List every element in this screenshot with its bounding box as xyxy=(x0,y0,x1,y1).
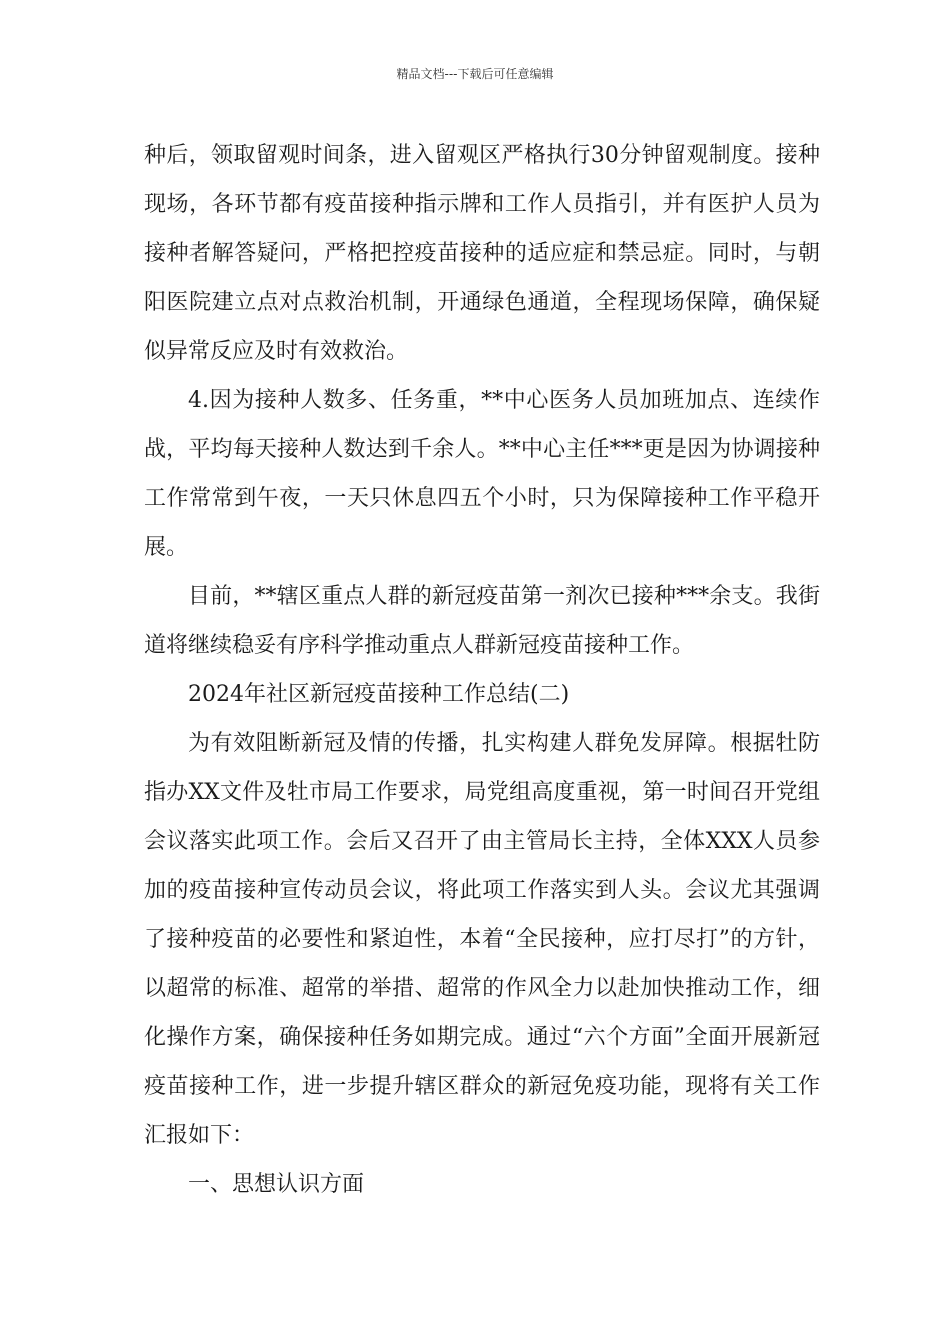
section-title: 2024年社区新冠疫苗接种工作总结(二) xyxy=(188,682,570,707)
paragraph-continuation: 种后，领取留观时间条，进入留观区严格执行30分钟留观制度。接种现场，各环节都有疫苗接种指示牌和工作人员指引，并有医护人员为接种者解答疑问，严格把控疫苗接种的适应症和禁忌症。同时，与朝阳医院建立点对点救治机制，开通绿色通道，全程现场保障，确保疑似异常反应及时有效救治。 xyxy=(144,143,820,364)
document-body xyxy=(144,131,820,1209)
paragraph-current-status: 目前，**辖区重点人群的新冠疫苗第一剂次已接种***余支。我街道将继续稳妥有序科学推动重点人群新冠疫苗接种工作。 xyxy=(144,584,820,658)
paragraph-introduction: 为有效阻断新冠及情的传播，扎实构建人群免发屏障。根据牡防指办XX文件及牡市局工作要求，局党组高度重视，第一时间召开党组会议落实此项工作。会后又召开了由主管局长主持，全体XXX人员参加的疫苗接种宣传动员会议，将此项工作落实到人头。会议尤其强调了接种疫苗的必要性和紧迫性，本着“全民接种，应打尽打”的方针，以超常的标准、超常的举措、超常的作风全力以赴加快推动工作，细化操作方案，确保接种任务如期完成。通过“六个方面”全面开展新冠疫苗接种工作，进一步提升辖区群众的新冠免疫功能，现将有关工作汇报如下： xyxy=(144,731,820,1148)
section-heading-1: 一、思想认识方面 xyxy=(188,1172,365,1197)
paragraph-item-4: 4.因为接种人数多、任务重，**中心医务人员加班加点、连续作战，平均每天接种人数达到千余人。**中心主任***更是因为协调接种工作常常到午夜，一天只休息四五个小时，只为保障接种工作平稳开展。 xyxy=(144,388,820,560)
page-header: 精品文档---下载后可任意编辑 xyxy=(396,67,554,81)
